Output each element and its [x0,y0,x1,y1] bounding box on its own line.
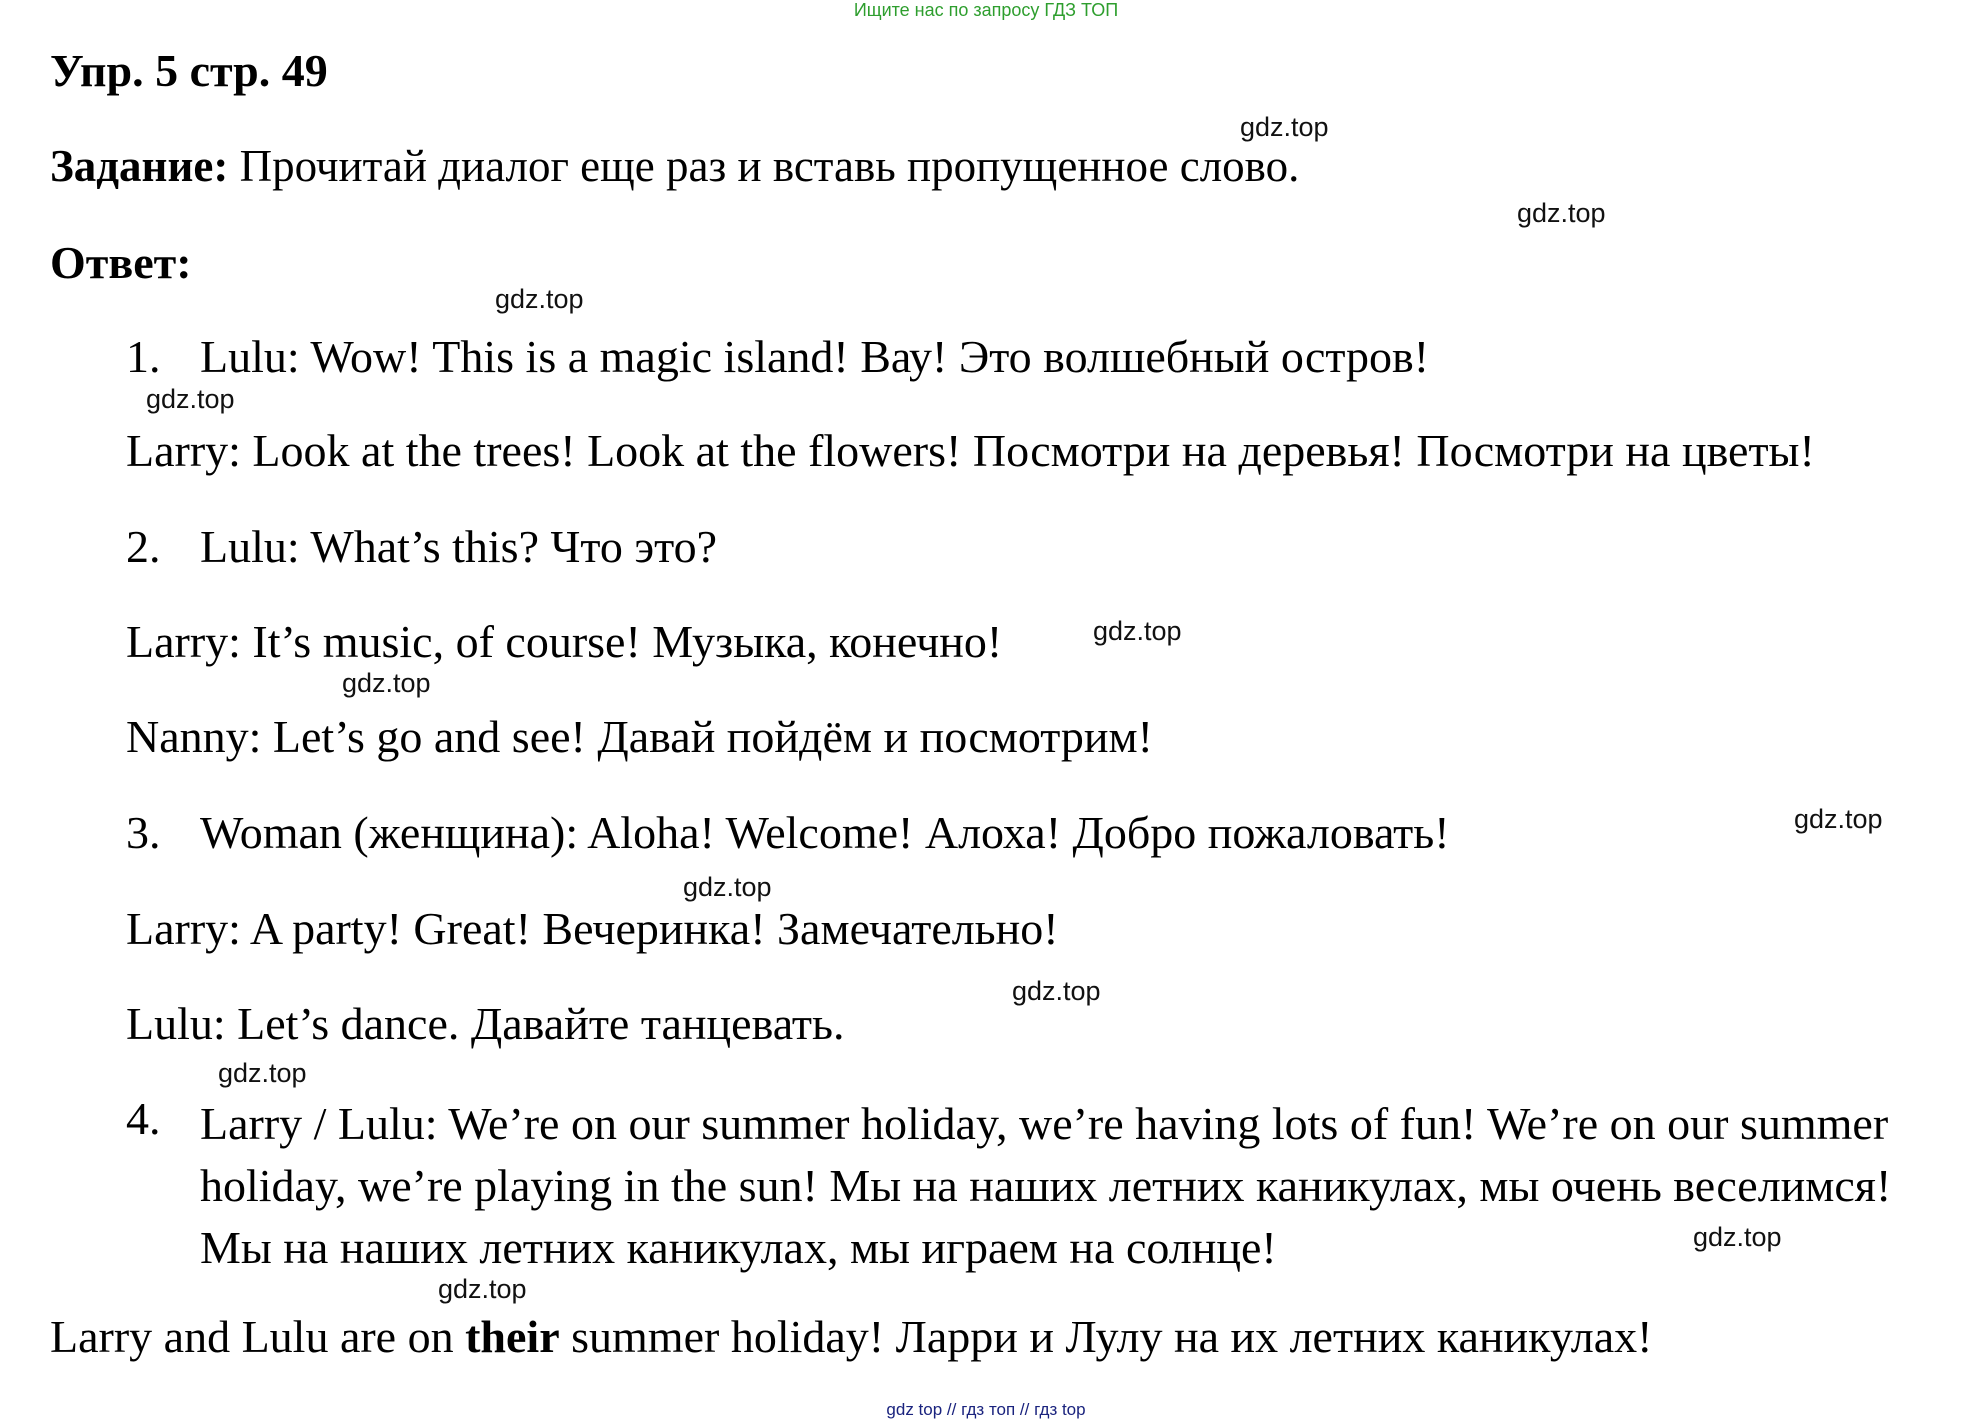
task-text: Прочитай диалог еще раз и вставь пропущенное слово. [228,141,1300,191]
item-4-number: 4. [126,1093,161,1144]
task-label: Задание: [50,141,229,191]
item-2-number: 2. [126,521,161,572]
item-3-line-2: Larry: A party! Great! Вечеринка! Замечательно! [126,903,1059,954]
item-2-line-3: Nanny: Let’s go and see! Давай пойдём и посмотрим! [126,711,1153,762]
top-banner: Ищите нас по запросу ГДЗ ТОП [853,0,1119,20]
watermark: gdz.top [1693,1222,1782,1252]
item-2-line-1: Lulu: What’s this? Что это? [200,521,718,572]
watermark: gdz.top [1240,112,1329,142]
watermark: gdz.top [683,872,772,902]
final-after: summer holiday! Ларри и Лулу на их летних каникулах! [559,1311,1653,1362]
watermark: gdz.top [495,284,584,314]
item-1-line-2: Larry: Look at the trees! Look at the flowers! Посмотри на деревья! Посмотри на цветы! [126,425,1815,476]
item-1-number: 1. [126,331,161,382]
watermark: gdz.top [1517,198,1606,228]
exercise-heading: Упр. 5 стр. 49 [50,45,328,96]
watermark: gdz.top [1093,616,1182,646]
bottom-banner: gdz top // гдз топ // гдз top [886,1400,1086,1419]
final-sentence [50,1310,1652,1363]
dialogue-item-1 [126,330,1429,383]
item-1-line-1: Lulu: Wow! This is a magic island! Вау! Это волшебный остров! [200,331,1430,382]
watermark: gdz.top [1794,804,1883,834]
dialogue-item-2 [126,520,717,573]
item-2-line-2: Larry: It’s music, of course! Музыка, конечно! [126,616,1003,667]
item-3-line-1: Woman (женщина): Aloha! Welcome! Алоха! Добро пожаловать! [200,807,1450,858]
item-3-line-3: Lulu: Let’s dance. Давайте танцевать. [126,998,845,1049]
final-before: Larry and Lulu are on [50,1311,466,1362]
task-line [50,140,1299,192]
watermark: gdz.top [218,1058,307,1088]
answer-label: Ответ: [50,237,192,288]
final-bold-word: their [465,1311,560,1362]
dialogue-item-3 [126,806,1450,859]
watermark: gdz.top [342,668,431,698]
item-3-number: 3. [126,807,161,858]
item-4-text: Larry / Lulu: We’re on our summer holiday, we’re having lots of fun! We’re on our summer holiday, we’re playing in the sun! Мы на наших летних каникулах, мы очень веселимся! Мы на наших летних каникулах, мы играем на солнце! [200,1098,1892,1273]
watermark: gdz.top [146,384,235,414]
watermark: gdz.top [1012,976,1101,1006]
watermark: gdz.top [438,1274,527,1304]
